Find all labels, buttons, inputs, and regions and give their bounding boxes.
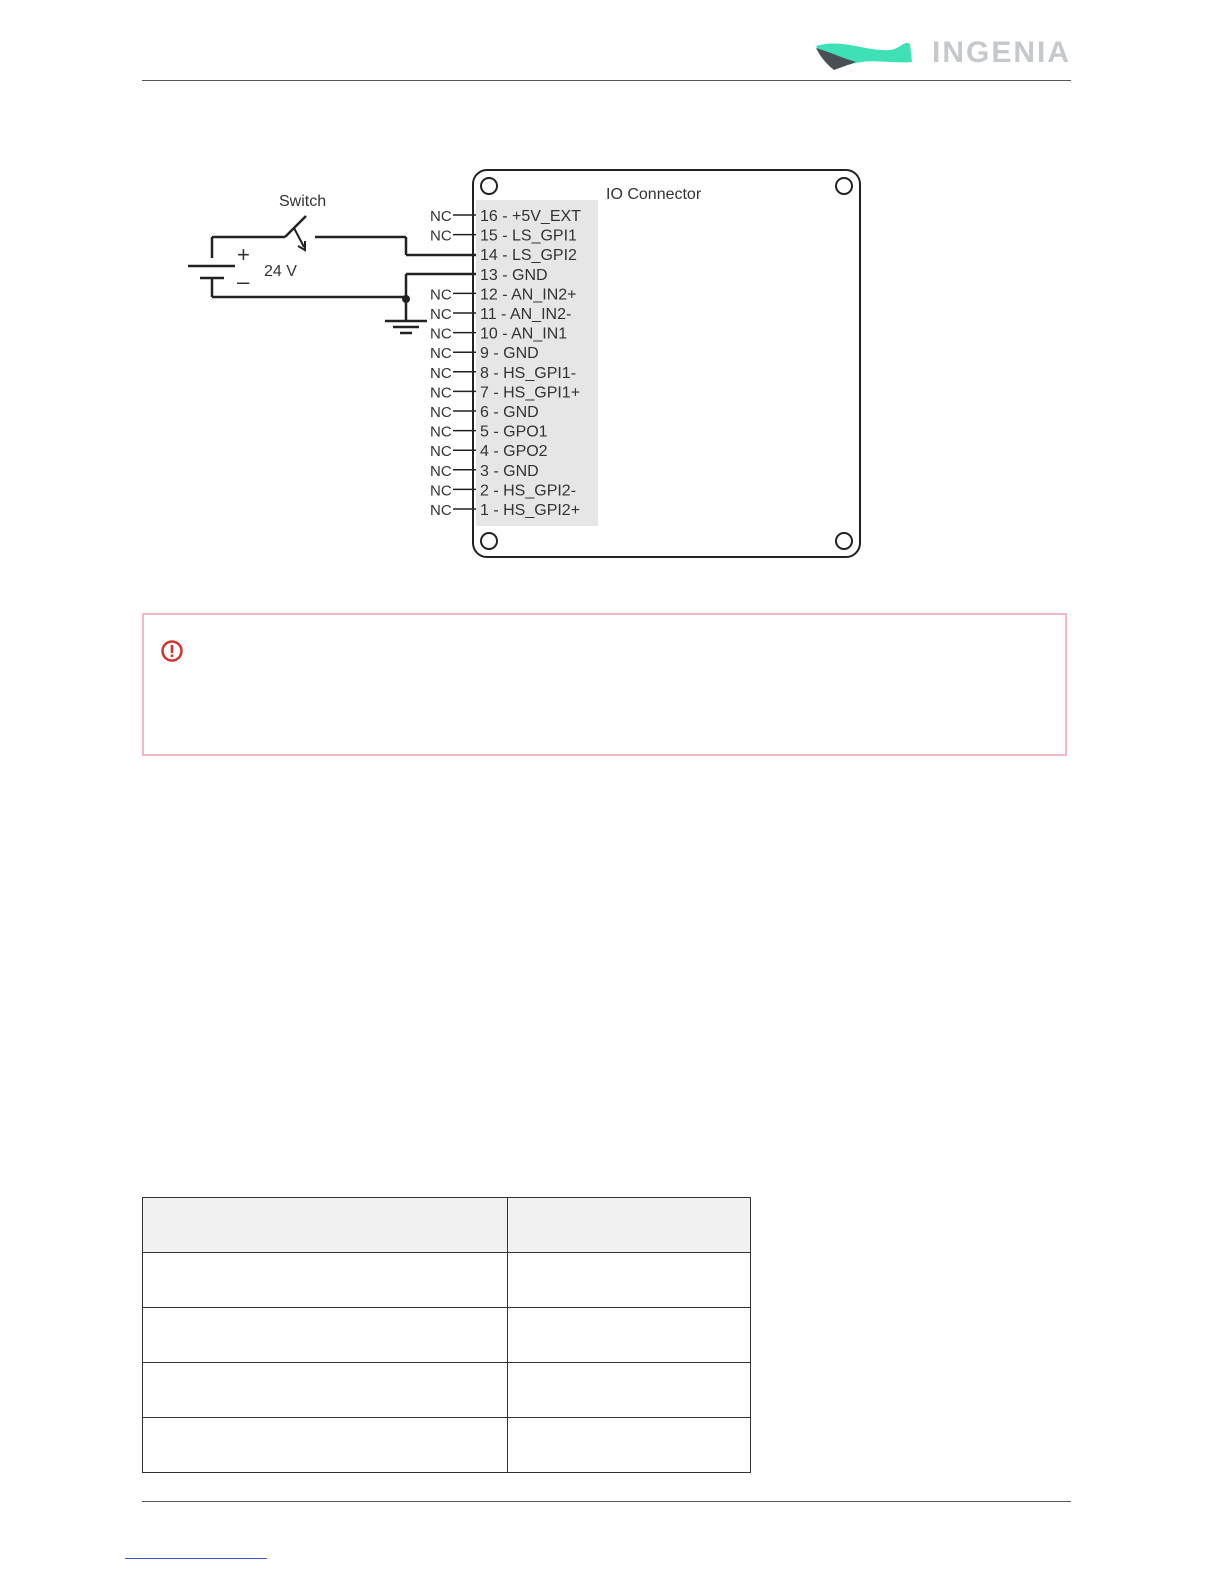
pin-label: 16 - +5V_EXT — [480, 208, 581, 225]
table-header-row — [143, 1198, 751, 1253]
table-row — [143, 1418, 751, 1473]
pin-label: 12 - AN_IN2+ — [480, 286, 577, 304]
nc-label: NC — [430, 306, 452, 323]
nc-label: NC — [430, 345, 452, 363]
battery-plus: + — [237, 242, 250, 267]
pin-label: 14 - LS_GPI2 — [480, 247, 577, 265]
data-table — [142, 1197, 751, 1473]
pin-label: 10 - AN_IN1 — [480, 325, 568, 343]
header-rule — [142, 80, 1071, 81]
pin-label: 9 - GND — [480, 345, 539, 363]
exclamation-circle-icon — [160, 639, 184, 663]
pin-label: 15 - LS_GPI1 — [480, 227, 577, 245]
table-row — [143, 1253, 751, 1308]
pin-label: 5 - GPO1 — [480, 423, 548, 441]
nc-label: NC — [430, 502, 452, 519]
switch-label: Switch — [279, 193, 327, 210]
table-cell — [143, 1418, 508, 1473]
nc-label: NC — [430, 325, 452, 343]
table-cell — [143, 1308, 508, 1363]
table-cell — [143, 1363, 508, 1418]
pin-label: 3 - GND — [480, 462, 539, 480]
table-row — [143, 1308, 751, 1363]
table-header-cell — [508, 1198, 751, 1253]
nc-label: NC — [430, 208, 452, 225]
nc-label: NC — [430, 286, 452, 304]
pin-label: 11 - AN_IN2- — [480, 306, 572, 323]
table-row — [143, 1363, 751, 1418]
nc-label: NC — [430, 364, 452, 382]
switch-lever — [285, 216, 306, 237]
table-cell — [508, 1308, 751, 1363]
nc-label: NC — [430, 227, 452, 245]
battery-minus: – — [237, 269, 250, 294]
nc-label: NC — [430, 462, 452, 480]
connector-title: IO Connector — [606, 186, 702, 203]
junction-dot — [402, 295, 410, 303]
pin-label: 7 - HS_GPI1+ — [480, 384, 581, 402]
warning-box — [142, 613, 1067, 756]
table-cell — [508, 1253, 751, 1308]
nc-label: NC — [430, 423, 452, 441]
table-cell — [508, 1363, 751, 1418]
pin-label: 8 - HS_GPI1- — [480, 364, 577, 382]
nc-label: NC — [430, 404, 452, 421]
table-cell — [143, 1253, 508, 1308]
footer-link[interactable] — [125, 1558, 267, 1559]
nc-label: NC — [430, 384, 452, 402]
nc-label: NC — [430, 482, 452, 500]
footer-rule — [142, 1501, 1071, 1502]
pin-label: 1 - HS_GPI2+ — [480, 502, 581, 519]
io-connector-diagram — [180, 160, 880, 570]
table-header-cell — [143, 1198, 508, 1253]
pin-label: 13 - GND — [480, 266, 548, 284]
nc-label: NC — [430, 443, 452, 461]
pin-label: 6 - GND — [480, 404, 539, 421]
table-cell — [508, 1418, 751, 1473]
pin-label: 2 - HS_GPI2- — [480, 482, 577, 500]
logo-text: INGENIA — [932, 36, 1072, 69]
pin-label: 4 - GPO2 — [480, 443, 548, 461]
supply-label: 24 V — [264, 263, 297, 280]
